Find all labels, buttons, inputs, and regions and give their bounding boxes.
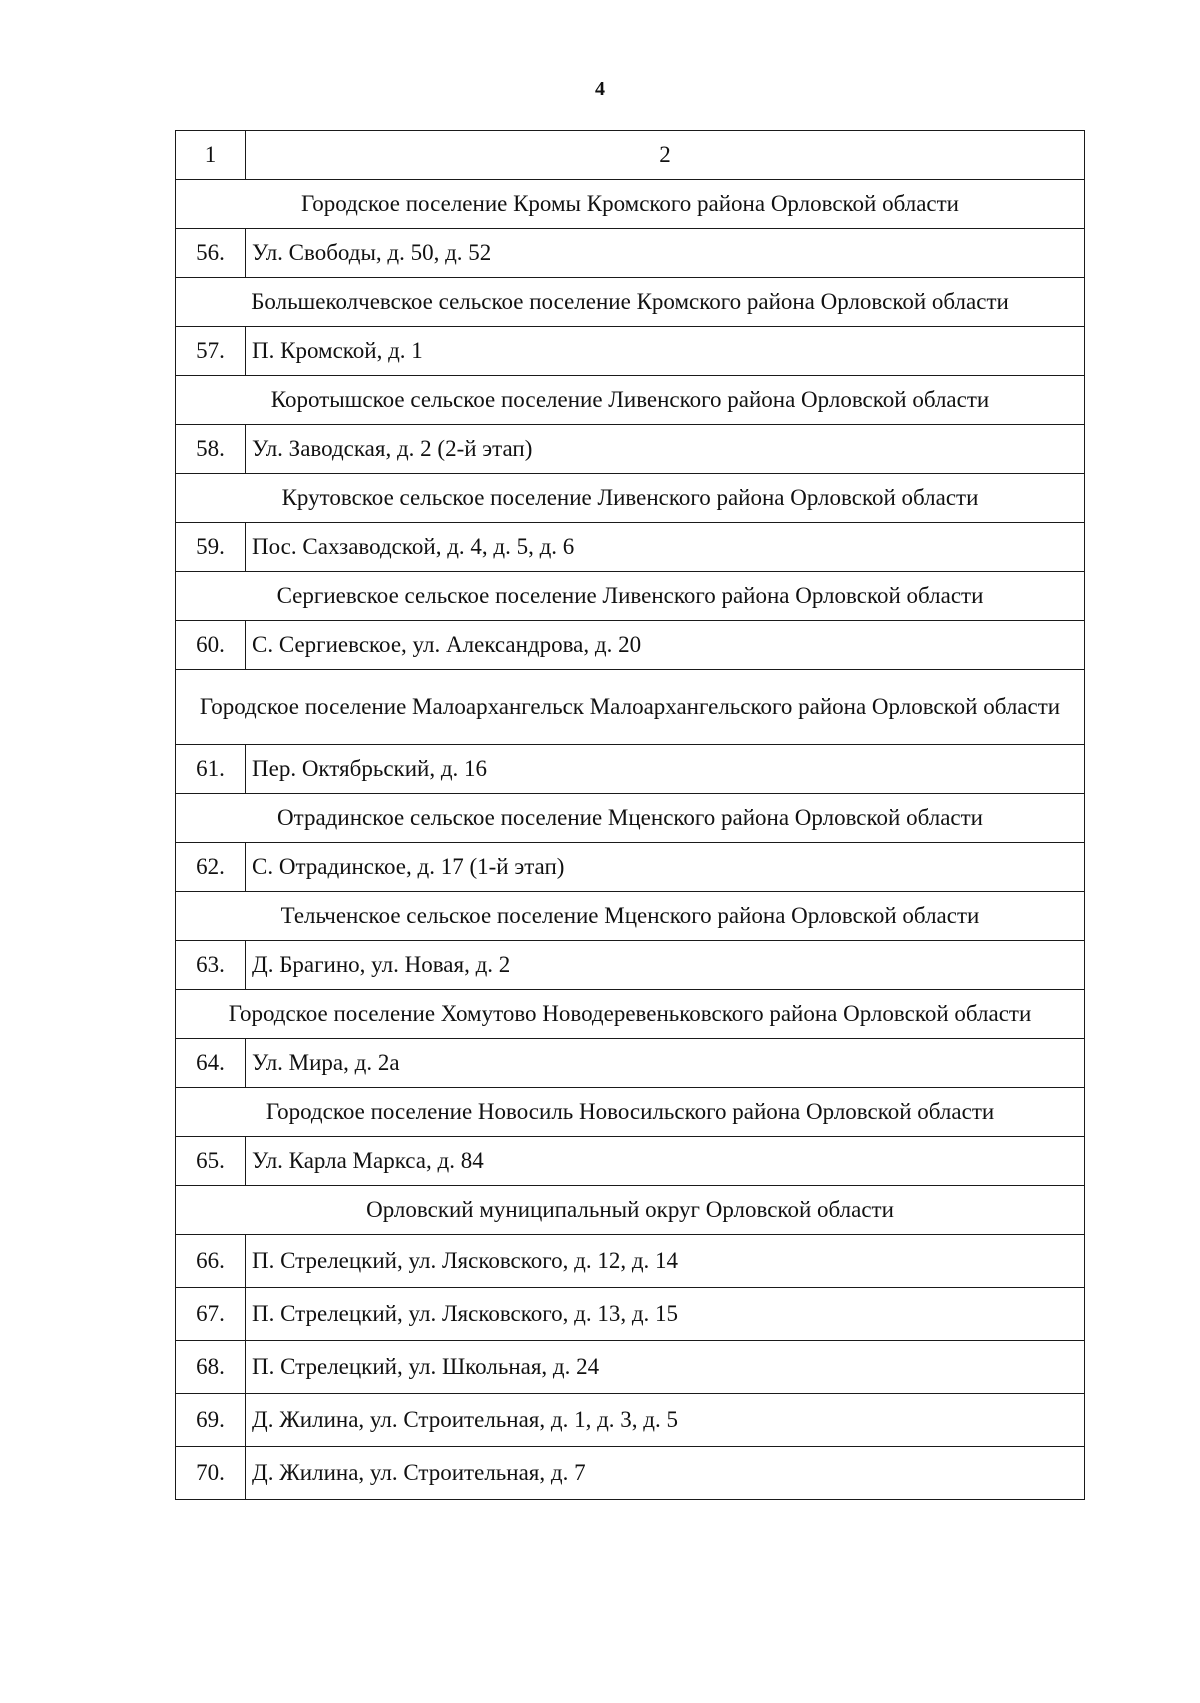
- row-address: П. Стрелецкий, ул. Лясковского, д. 12, д. 14: [246, 1235, 1085, 1288]
- settlement-group-row: [176, 376, 1085, 425]
- table-row: [176, 1394, 1085, 1447]
- row-number: 56.: [176, 229, 246, 278]
- header-col-1: 1: [176, 131, 246, 180]
- row-number: 60.: [176, 621, 246, 670]
- row-number: 64.: [176, 1039, 246, 1088]
- row-number: 70.: [176, 1447, 246, 1500]
- row-address: Ул. Карла Маркса, д. 84: [246, 1137, 1085, 1186]
- settlement-group-title: Отрадинское сельское поселение Мценского района Орловской области: [176, 794, 1085, 843]
- row-address: С. Сергиевское, ул. Александрова, д. 20: [246, 621, 1085, 670]
- row-number: 61.: [176, 745, 246, 794]
- table-row: [176, 1235, 1085, 1288]
- settlement-group-title: Большеколчевское сельское поселение Кромского района Орловской области: [176, 278, 1085, 327]
- row-number: 67.: [176, 1288, 246, 1341]
- settlement-group-row: [176, 180, 1085, 229]
- settlement-group-row: [176, 474, 1085, 523]
- row-address: Пос. Сахзаводской, д. 4, д. 5, д. 6: [246, 523, 1085, 572]
- settlement-group-title: Городское поселение Малоархангельск Малоархангельского района Орловской области: [176, 670, 1085, 745]
- settlement-group-title: Городское поселение Новосиль Новосильского района Орловской области: [176, 1088, 1085, 1137]
- table-row: [176, 425, 1085, 474]
- table-row: [176, 327, 1085, 376]
- table-row: [176, 1137, 1085, 1186]
- row-address: Ул. Мира, д. 2а: [246, 1039, 1085, 1088]
- settlement-group-title: Крутовское сельское поселение Ливенского района Орловской области: [176, 474, 1085, 523]
- row-number: 68.: [176, 1341, 246, 1394]
- table-row: [176, 621, 1085, 670]
- table-header-row: [176, 131, 1085, 180]
- settlement-group-title: Городское поселение Кромы Кромского района Орловской области: [176, 180, 1085, 229]
- table-row: [176, 523, 1085, 572]
- settlement-group-title: Городское поселение Хомутово Новодеревеньковского района Орловской области: [176, 990, 1085, 1039]
- row-address: Ул. Свободы, д. 50, д. 52: [246, 229, 1085, 278]
- settlement-group-row: [176, 990, 1085, 1039]
- settlement-group-row: [176, 278, 1085, 327]
- settlement-group-row: [176, 1186, 1085, 1235]
- settlement-group-title: Сергиевское сельское поселение Ливенского района Орловской области: [176, 572, 1085, 621]
- table-row: [176, 1341, 1085, 1394]
- settlement-group-row: [176, 892, 1085, 941]
- row-number: 58.: [176, 425, 246, 474]
- settlement-group-row: [176, 794, 1085, 843]
- settlement-group-row: [176, 670, 1085, 745]
- settlement-group-row: [176, 572, 1085, 621]
- row-address: Д. Жилина, ул. Строительная, д. 1, д. 3, д. 5: [246, 1394, 1085, 1447]
- table-row: [176, 941, 1085, 990]
- settlement-group-title: Орловский муниципальный округ Орловской области: [176, 1186, 1085, 1235]
- row-address: С. Отрадинское, д. 17 (1-й этап): [246, 843, 1085, 892]
- table-body: [176, 131, 1085, 1500]
- row-address: П. Кромской, д. 1: [246, 327, 1085, 376]
- row-number: 66.: [176, 1235, 246, 1288]
- row-address: П. Стрелецкий, ул. Лясковского, д. 13, д. 15: [246, 1288, 1085, 1341]
- table-row: [176, 1447, 1085, 1500]
- row-number: 63.: [176, 941, 246, 990]
- header-col-2: 2: [246, 131, 1085, 180]
- row-number: 69.: [176, 1394, 246, 1447]
- row-number: 65.: [176, 1137, 246, 1186]
- row-address: Ул. Заводская, д. 2 (2-й этап): [246, 425, 1085, 474]
- table-row: [176, 229, 1085, 278]
- page-number: 4: [595, 78, 605, 100]
- row-number: 57.: [176, 327, 246, 376]
- row-address: Д. Жилина, ул. Строительная, д. 7: [246, 1447, 1085, 1500]
- table-row: [176, 1039, 1085, 1088]
- table-row: [176, 745, 1085, 794]
- row-address: Д. Брагино, ул. Новая, д. 2: [246, 941, 1085, 990]
- row-number: 62.: [176, 843, 246, 892]
- row-number: 59.: [176, 523, 246, 572]
- table-row: [176, 1288, 1085, 1341]
- settlement-group-title: Тельченское сельское поселение Мценского района Орловской области: [176, 892, 1085, 941]
- row-address: П. Стрелецкий, ул. Школьная, д. 24: [246, 1341, 1085, 1394]
- row-address: Пер. Октябрьский, д. 16: [246, 745, 1085, 794]
- settlement-group-title: Коротышское сельское поселение Ливенского района Орловской области: [176, 376, 1085, 425]
- table-row: [176, 843, 1085, 892]
- settlement-group-row: [176, 1088, 1085, 1137]
- settlements-table: [175, 130, 1085, 1500]
